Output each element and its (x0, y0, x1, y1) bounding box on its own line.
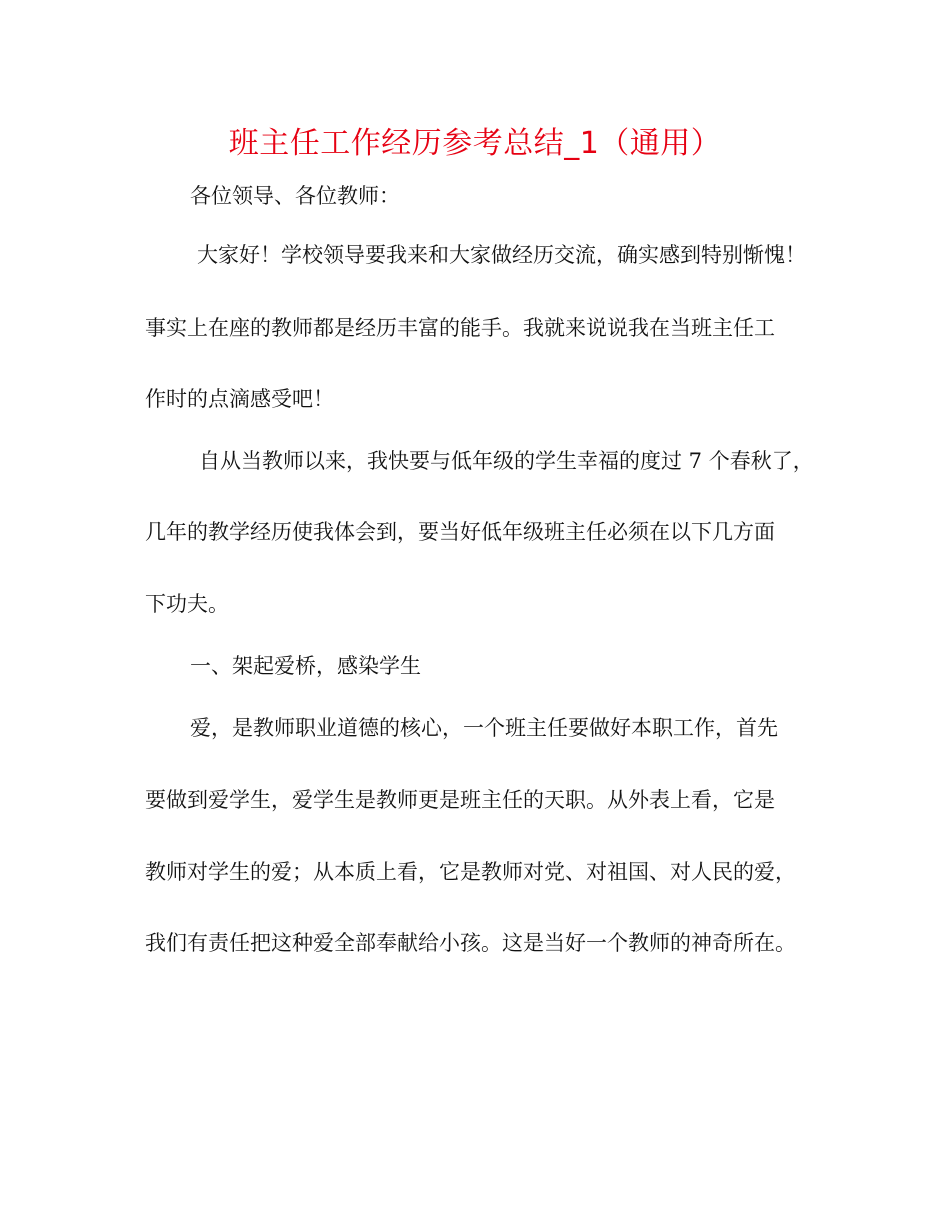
paragraph-2-line-1: 自从当教师以来，我快要与低年级的学生幸福的度过 7 个春秋了， (199, 449, 814, 473)
paragraph-1-line-1: 大家好！学校领导要我来和大家做经历交流，确实感到特别惭愧！ (197, 243, 806, 267)
paragraph-3-line-4: 我们有责任把这种爱全部奉献给小孩。这是当好一个教师的神奇所在。 (145, 931, 796, 955)
paragraph-1-line-2: 事实上在座的教师都是经历丰富的能手。我就来说说我在当班主任工 (145, 316, 775, 340)
paragraph-2-line-3: 下功夫。 (145, 592, 229, 616)
paragraph-3-line-3: 教师对学生的爱；从本质上看，它是教师对党、对祖国、对人民的爱， (145, 860, 796, 884)
salutation: 各位领导、各位教师： (190, 184, 400, 208)
paragraph-2-line-2: 几年的教学经历使我体会到，要当好低年级班主任必须在以下几方面 (145, 520, 775, 544)
paragraph-3-line-1: 爱，是教师职业道德的核心，一个班主任要做好本职工作，首先 (190, 716, 778, 740)
section-1-heading: 一、架起爱桥，感染学生 (190, 654, 421, 678)
paragraph-3-line-2: 要做到爱学生，爱学生是教师更是班主任的天职。从外表上看，它是 (145, 788, 775, 812)
document-title: 班主任工作经历参考总结_1（通用） (228, 126, 722, 161)
paragraph-1-line-3: 作时的点滴感受吧！ (145, 387, 334, 411)
